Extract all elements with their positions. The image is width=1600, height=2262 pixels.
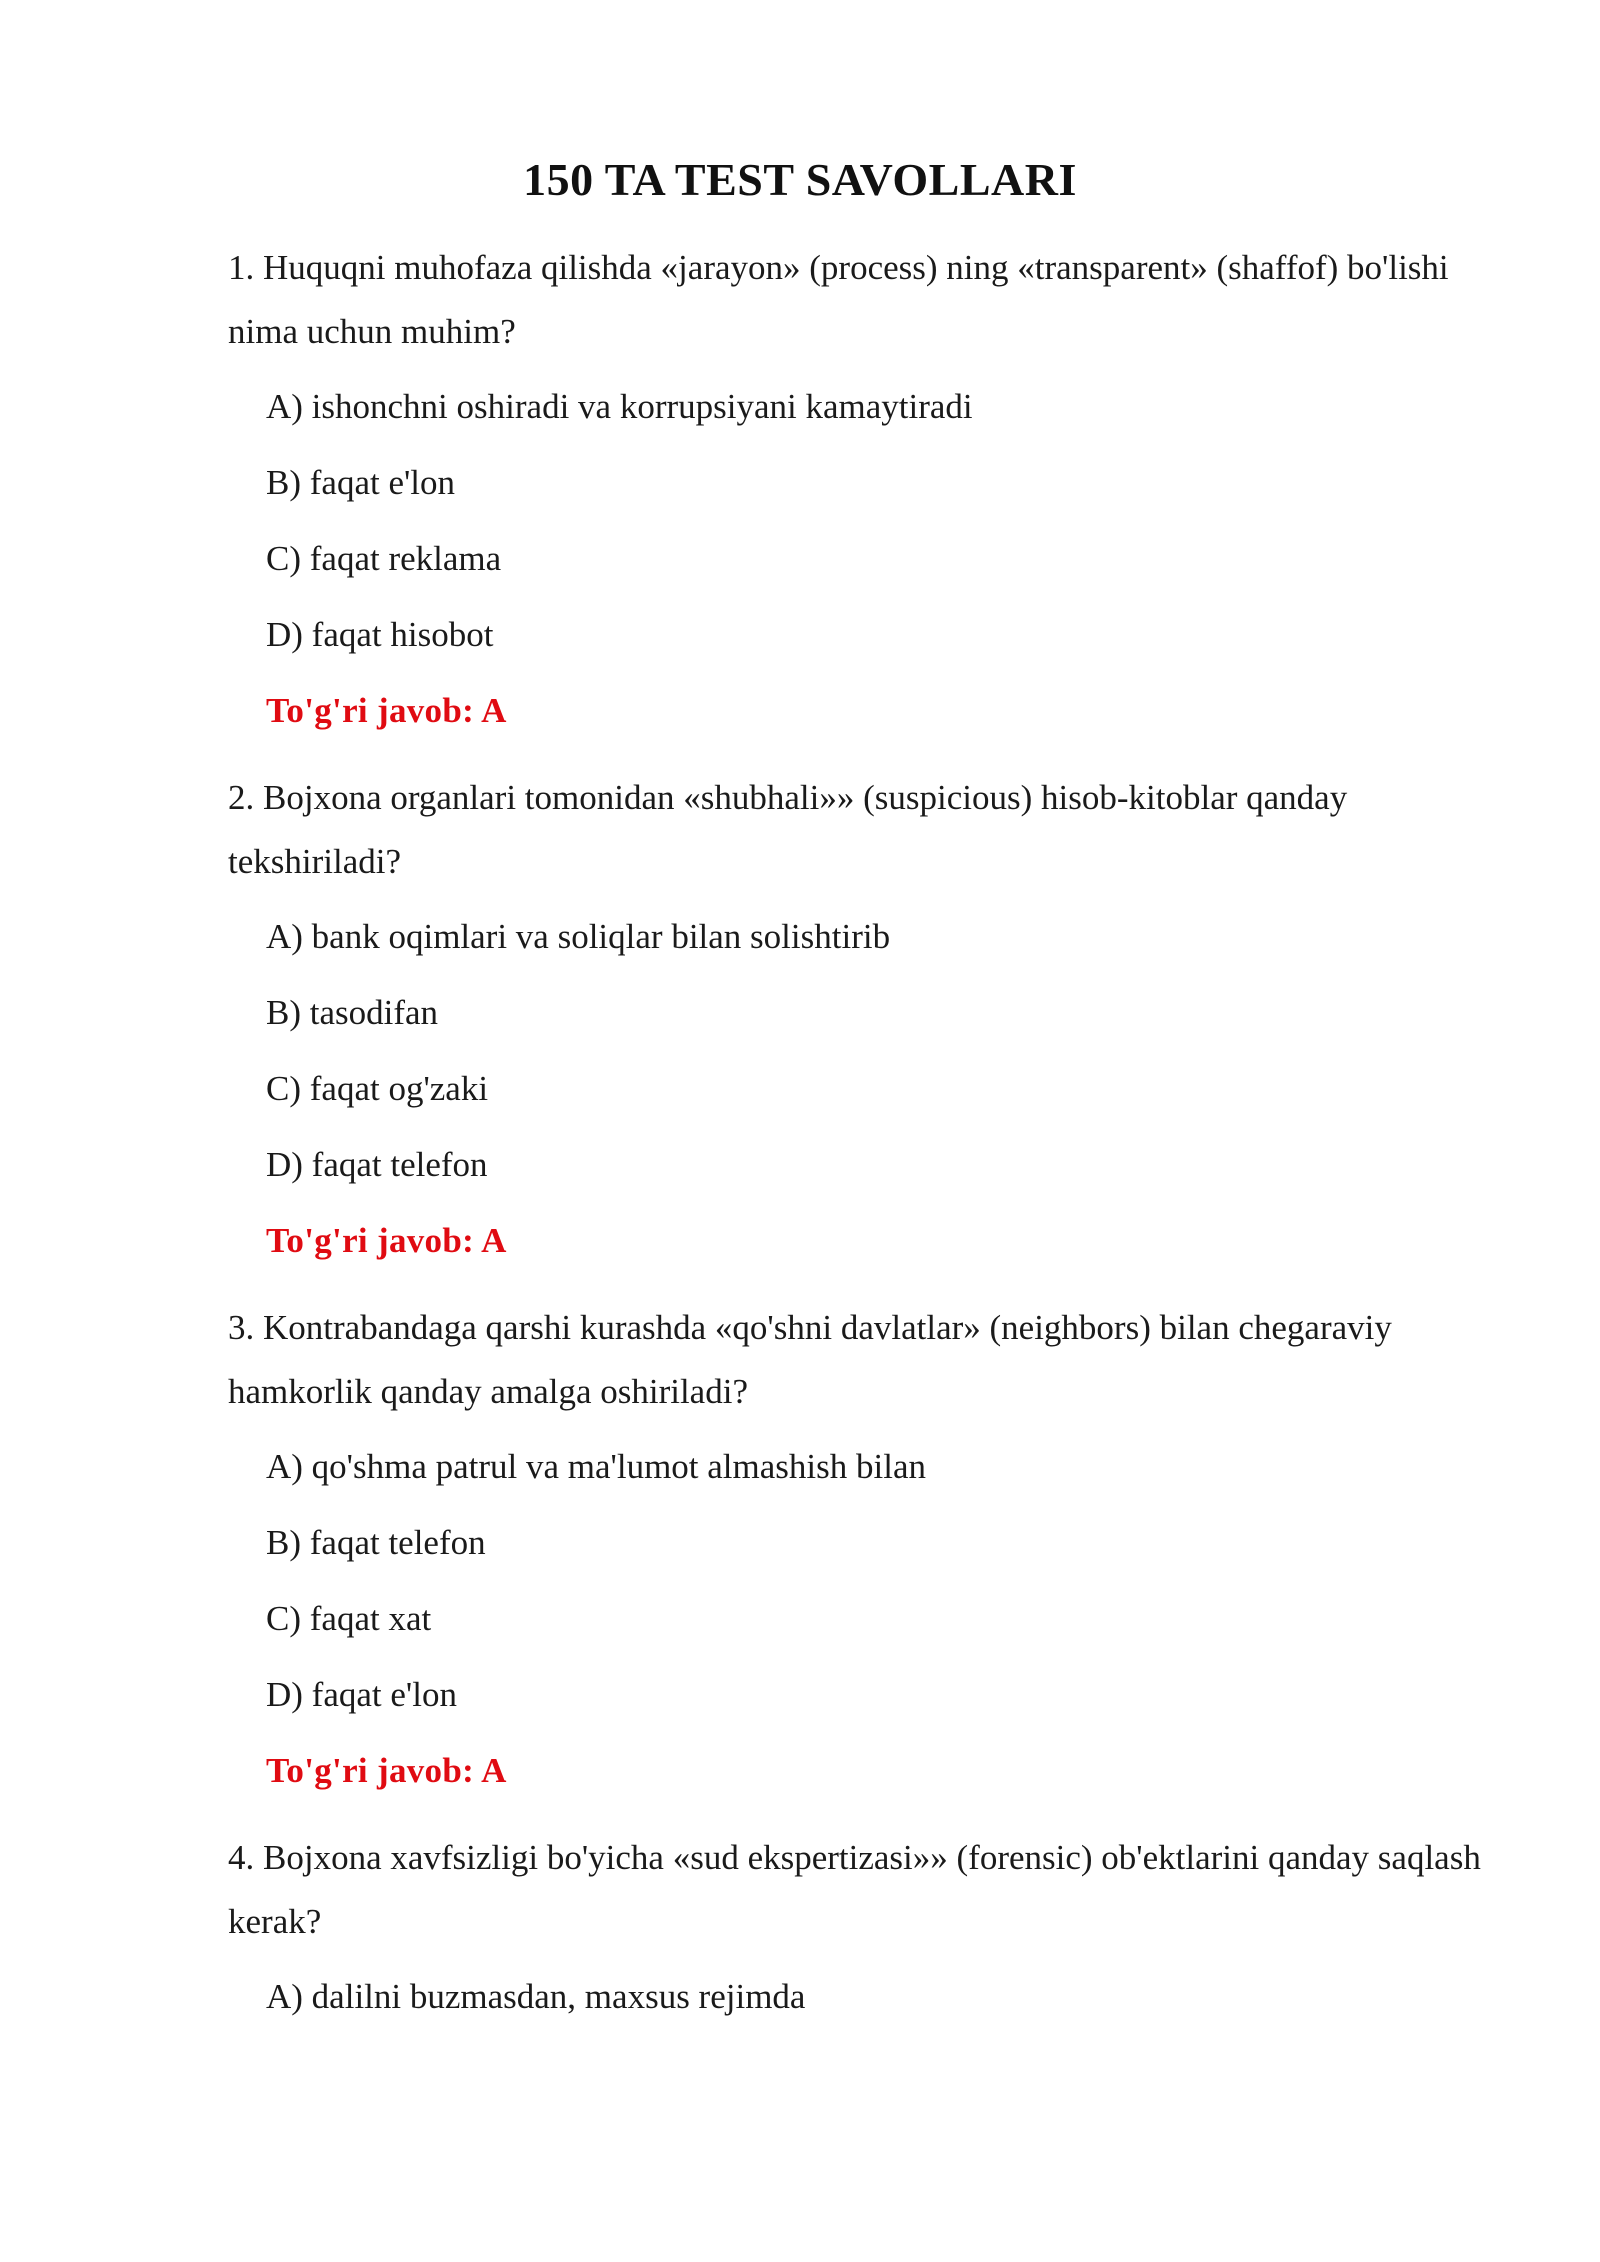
option-b: B) faqat telefon [266, 1523, 486, 1562]
option-list [228, 1976, 1488, 2018]
option-d: D) faqat hisobot [266, 615, 494, 654]
correct-answer: To'g'ri javob: A [266, 1751, 507, 1790]
option-a: A) ishonchni oshiradi va korrupsiyani kamaytiradi [266, 387, 973, 426]
question-text: 3. Kontrabandaga qarshi kurashda «qo'shni davlatlar» (neighbors) bilan chegaraviy hamkorlik qanday amalga oshiriladi? [228, 1308, 1392, 1411]
question-block-1 [228, 232, 1488, 732]
question-block-2 [228, 762, 1488, 1262]
option-a: A) qo'shma patrul va ma'lumot almashish bilan [266, 1447, 926, 1486]
option-d: D) faqat e'lon [266, 1675, 457, 1714]
option-c: C) faqat og'zaki [266, 1069, 489, 1108]
option-c: C) faqat reklama [266, 539, 502, 578]
question-text: 4. Bojxona xavfsizligi bo'yicha «sud ekspertizasi»» (forensic) ob'ektlarini qanday saqlash kerak? [228, 1838, 1481, 1941]
option-b: B) faqat e'lon [266, 463, 456, 502]
question-block-3 [228, 1292, 1488, 1792]
correct-answer: To'g'ri javob: A [266, 691, 507, 730]
option-a: A) dalilni buzmasdan, maxsus rejimda [266, 1977, 806, 2016]
option-a: A) bank oqimlari va soliqlar bilan solishtirib [266, 917, 891, 956]
option-b: B) tasodifan [266, 993, 439, 1032]
question-block-4 [228, 1822, 1488, 2018]
option-c: C) faqat xat [266, 1599, 432, 1638]
option-d: D) faqat telefon [266, 1145, 488, 1184]
option-list [228, 386, 1488, 732]
question-text: 1. Huquqni muhofaza qilishda «jarayon» (process) ning «transparent» (shaffof) bo'lishi nima uchun muhim? [228, 248, 1449, 351]
option-list [228, 1446, 1488, 1792]
page-title: 150 TA TEST SAVOLLARI [523, 154, 1077, 205]
option-list [228, 916, 1488, 1262]
question-text: 2. Bojxona organlari tomonidan «shubhali»» (suspicious) hisob-kitoblar qanday tekshiriladi? [228, 778, 1348, 881]
question-list [228, 232, 1488, 2052]
correct-answer: To'g'ri javob: A [266, 1221, 507, 1260]
